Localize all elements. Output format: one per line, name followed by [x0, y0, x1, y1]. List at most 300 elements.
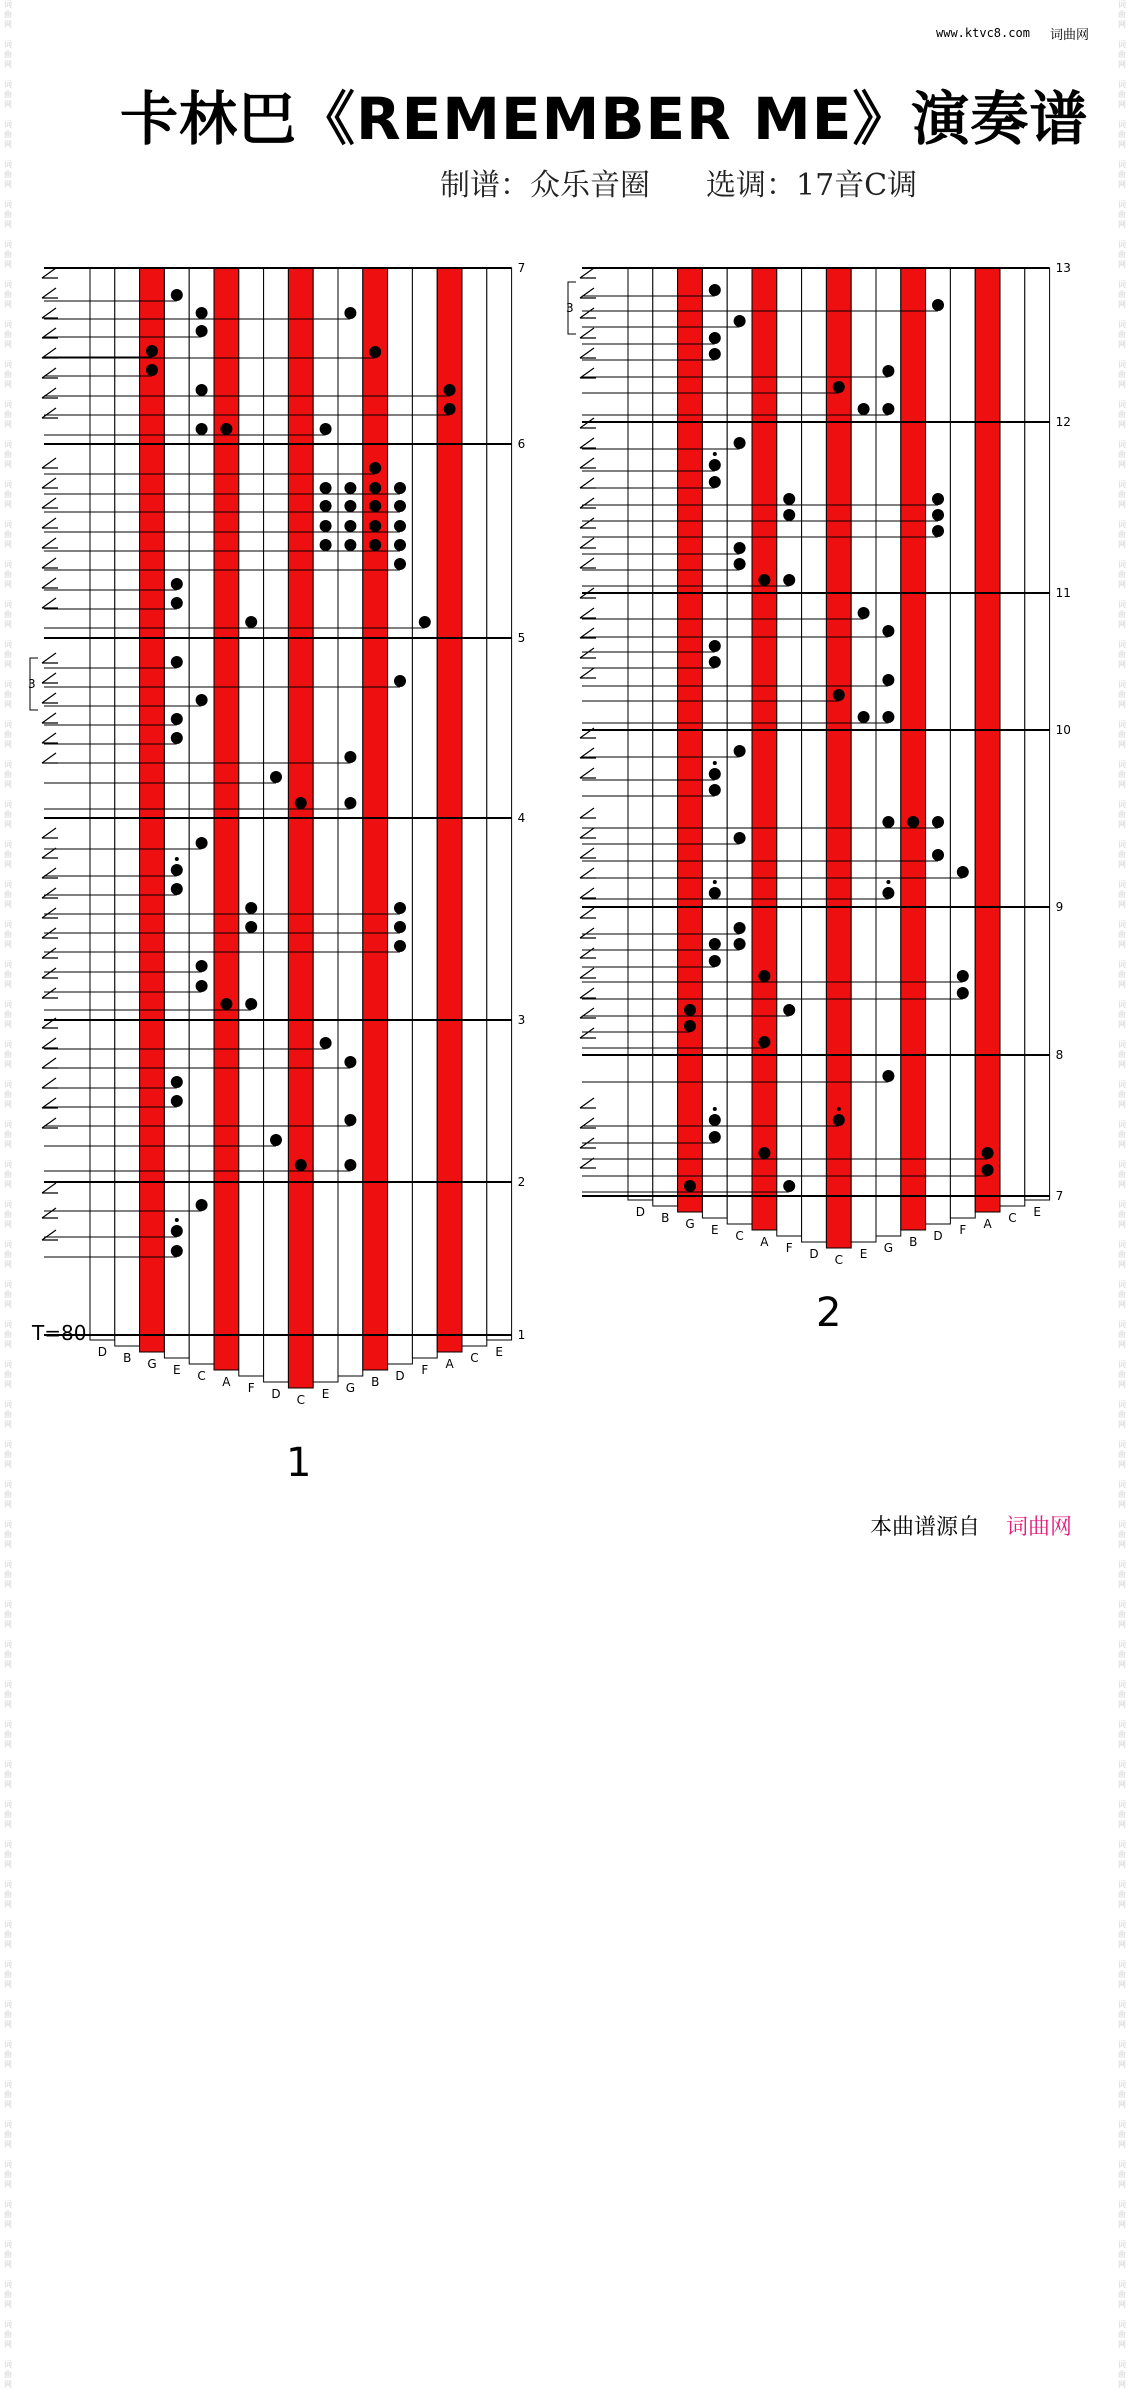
note-head: [709, 656, 721, 668]
rhythm-flag: [580, 268, 596, 278]
note-head: [394, 500, 406, 512]
note-head: [171, 656, 183, 668]
tine-13: [412, 268, 437, 1358]
rhythm-flag: [42, 538, 58, 548]
rhythm-flag: [42, 693, 58, 703]
tine-columns-2: [628, 268, 1050, 1248]
tine-label: G: [345, 1381, 356, 1395]
rhythm-flag: [580, 558, 596, 568]
tine-16: [1025, 268, 1050, 1200]
note-head: [196, 1199, 208, 1211]
note-head: [833, 381, 845, 393]
tine-1: [115, 268, 140, 1346]
tine-label: B: [123, 1351, 132, 1365]
rhythm-flag: [42, 368, 58, 378]
rhythm-flag: [42, 673, 58, 683]
tine-label: E: [711, 1223, 719, 1237]
rhythm-flag: [580, 868, 596, 878]
tine-labels-1: [31, 1321, 503, 1407]
rhythm-flag: [42, 388, 58, 398]
note-head: [709, 284, 721, 296]
tine-label: F: [785, 1241, 793, 1255]
tine-label: D: [635, 1205, 646, 1219]
rhythm-flag: [42, 268, 58, 278]
note-head: [982, 1147, 994, 1159]
note-head: [932, 299, 944, 311]
footer-source: 本曲谱源自: [870, 1515, 981, 1540]
triplet-label: 3: [28, 677, 36, 691]
rhythm-flag: [580, 518, 596, 528]
tine-label: F: [247, 1381, 255, 1395]
measure-lines-1: [44, 261, 525, 1342]
tine-6: [239, 268, 264, 1376]
note-head: [320, 520, 332, 532]
rhythm-flag: [580, 308, 596, 318]
tine-label: A: [222, 1375, 231, 1389]
note-dot: [713, 452, 717, 456]
note-head: [882, 887, 894, 899]
rhythm-flag: [42, 478, 58, 488]
note-head: [320, 500, 332, 512]
tine-label: C: [735, 1229, 744, 1243]
arranger-text: 制谱：众乐音圈: [440, 168, 650, 203]
tine-label: E: [321, 1387, 330, 1401]
watermark-left: 词 曲 网 词 曲 网 词 曲 网 词 曲 网 词 曲 网 词 曲 网 词 曲 网 词 曲 网 词 曲 网 词 曲 网 词 曲 网 词 曲 网 词 曲 网 词 曲 网 词 曲 网 词 曲 网 词 曲 网 词 曲 网 词 曲 网 词 曲 网 词 曲 网 词 曲 网 词 曲 网 词 曲 网 词 曲 网 词 曲 网 词 曲 网 词 曲 网 词 曲 网 词 曲 网 词 曲 网 词 曲 网 词 曲 网 词 曲 网 词 曲 网 词 曲 网 词 曲 网 词 曲 网 词 曲 网 词 曲 网 词 曲 网 词 曲 网 词 曲 网 词 曲 网 词 曲 网 词 曲 网 词 曲 网 词 曲 网 词 曲 网 词 曲 网 词 曲 网 词 曲 网 词 曲 网 词 曲 网 词 曲 网 词 曲 网 词 曲 网 词 曲 网 词 曲 网 词 曲 网: [4, 0, 12, 2389]
note-head: [344, 482, 356, 494]
rhythm-flag: [580, 458, 596, 468]
tine-9: [851, 268, 876, 1242]
note-head: [783, 1180, 795, 1192]
rhythm-flag: [580, 608, 596, 618]
site-name[interactable]: 词曲网: [1050, 28, 1090, 43]
rhythm-flag: [580, 1028, 596, 1038]
note-head: [957, 987, 969, 999]
rhythm-flag: [580, 908, 596, 918]
panel-number-2: 2: [816, 1290, 842, 1336]
rhythm-flag: [42, 1098, 58, 1108]
tine-label: D: [395, 1369, 405, 1383]
rhythm-flag: [580, 538, 596, 548]
note-head: [394, 558, 406, 570]
tine-12: [926, 268, 951, 1224]
rhythm-flag: [580, 1138, 596, 1148]
note-head: [394, 539, 406, 551]
note-head: [734, 437, 746, 449]
note-head: [320, 539, 332, 551]
tine-6: [777, 268, 802, 1236]
note-head: [344, 751, 356, 763]
tine-label: A: [760, 1235, 769, 1249]
note-head: [245, 998, 257, 1010]
measure-number: 8: [1055, 1048, 1064, 1062]
note-head: [882, 1070, 894, 1082]
rhythm-flag: [42, 348, 58, 358]
tine-label: D: [97, 1345, 108, 1359]
note-head: [882, 674, 894, 686]
triplet-label: 3: [566, 301, 574, 315]
score-meta: [440, 160, 917, 204]
measure-lines-2: [582, 261, 1071, 1203]
note-head: [369, 462, 381, 474]
note-head: [220, 423, 232, 435]
note-dot: [175, 1218, 179, 1222]
note-head: [320, 423, 332, 435]
rhythm-flag: [42, 518, 58, 528]
tine-label: C: [834, 1253, 843, 1267]
footer-site-link[interactable]: 词曲网: [1006, 1515, 1073, 1540]
tine-9: [313, 268, 338, 1382]
note-head: [245, 616, 257, 628]
rhythm-flag: [42, 288, 58, 298]
note-dot: [886, 880, 890, 884]
note-head: [146, 364, 158, 376]
note-head: [320, 482, 332, 494]
note-head: [344, 500, 356, 512]
tine-13: [950, 268, 975, 1218]
note-head: [344, 520, 356, 532]
rhythm-flag: [42, 1118, 58, 1128]
note-head: [684, 1004, 696, 1016]
note-head: [882, 365, 894, 377]
tine-label: B: [661, 1211, 670, 1225]
note-head: [882, 816, 894, 828]
note-head: [245, 902, 257, 914]
notes-1: [28, 268, 456, 1257]
tine-label: E: [1033, 1205, 1041, 1219]
rhythm-flag: [580, 828, 596, 838]
note-head: [369, 500, 381, 512]
note-head: [932, 849, 944, 861]
note-head: [245, 921, 257, 933]
note-head: [957, 970, 969, 982]
site-url[interactable]: www.ktvc8.com: [936, 26, 1030, 40]
note-head: [270, 1134, 282, 1146]
tine-14: [437, 268, 462, 1352]
note-head: [369, 346, 381, 358]
rhythm-flag: [580, 588, 596, 598]
tine-label: A: [445, 1357, 454, 1371]
rhythm-flag: [580, 438, 596, 448]
note-head: [783, 509, 795, 521]
tine-label: E: [495, 1345, 503, 1359]
note-head: [758, 574, 770, 586]
measure-number: 1: [517, 1328, 526, 1342]
rhythm-flag: [42, 753, 58, 763]
note-head: [734, 745, 746, 757]
tine-2: [140, 268, 165, 1352]
note-head: [932, 816, 944, 828]
tine-label: F: [421, 1363, 429, 1377]
note-head: [907, 816, 919, 828]
note-head: [444, 403, 456, 415]
rhythm-flag: [580, 368, 596, 378]
rhythm-flag: [42, 928, 58, 938]
note-head: [957, 866, 969, 878]
rhythm-flag: [42, 948, 58, 958]
tine-label: C: [1008, 1211, 1017, 1225]
tine-label: C: [197, 1369, 206, 1383]
measure-number: 10: [1055, 723, 1071, 737]
note-head: [734, 315, 746, 327]
tine-label: E: [173, 1363, 181, 1377]
tine-8: [826, 268, 851, 1248]
tine-8: [288, 268, 313, 1388]
tine-3: [164, 268, 189, 1358]
note-head: [171, 732, 183, 744]
note-head: [171, 1076, 183, 1088]
rhythm-flag: [42, 1208, 58, 1218]
note-head: [344, 1159, 356, 1171]
note-head: [758, 1036, 770, 1048]
rhythm-flag: [580, 348, 596, 358]
note-head: [858, 711, 870, 723]
tine-16: [487, 268, 512, 1340]
note-dot: [175, 857, 179, 861]
tine-labels-2: [636, 1205, 1041, 1267]
rhythm-flag: [42, 598, 58, 608]
note-head: [932, 525, 944, 537]
tine-0: [90, 268, 115, 1340]
note-head: [295, 797, 307, 809]
rhythm-flag: [42, 828, 58, 838]
rhythm-flag: [42, 988, 58, 998]
note-head: [295, 1159, 307, 1171]
note-head: [858, 403, 870, 415]
note-head: [394, 921, 406, 933]
tine-4: [727, 268, 752, 1224]
tine-7: [802, 268, 827, 1242]
tine-label: G: [147, 1357, 157, 1371]
rhythm-flag: [42, 1230, 58, 1240]
note-head: [709, 1131, 721, 1143]
measure-number: 7: [517, 261, 526, 275]
note-head: [734, 832, 746, 844]
rhythm-flag: [580, 668, 596, 678]
note-head: [734, 922, 746, 934]
rhythm-flag: [580, 768, 596, 778]
rhythm-flag: [580, 418, 596, 428]
rhythm-flag: [580, 628, 596, 638]
tine-12: [388, 268, 413, 1364]
note-head: [932, 509, 944, 521]
note-head: [196, 960, 208, 972]
tine-5: [214, 268, 239, 1370]
rhythm-flag: [42, 1183, 58, 1193]
watermark-right: 词 曲 网 词 曲 网 词 曲 网 词 曲 网 词 曲 网 词 曲 网 词 曲 网 词 曲 网 词 曲 网 词 曲 网 词 曲 网 词 曲 网 词 曲 网 词 曲 网 词 曲 网 词 曲 网 词 曲 网 词 曲 网 词 曲 网 词 曲 网 词 曲 网 词 曲 网 词 曲 网 词 曲 网 词 曲 网 词 曲 网 词 曲 网 词 曲 网 词 曲 网 词 曲 网 词 曲 网 词 曲 网 词 曲 网 词 曲 网 词 曲 网 词 曲 网 词 曲 网 词 曲 网 词 曲 网 词 曲 网 词 曲 网 词 曲 网 词 曲 网 词 曲 网 词 曲 网 词 曲 网 词 曲 网 词 曲 网 词 曲 网 词 曲 网 词 曲 网 词 曲 网 词 曲 网 词 曲 网 词 曲 网 词 曲 网 词 曲 网 词 曲 网 词 曲 网 词 曲 网: [1118, 0, 1126, 2389]
note-head: [369, 539, 381, 551]
note-head: [833, 689, 845, 701]
rhythm-flag: [580, 1158, 596, 1168]
tine-15: [462, 268, 487, 1346]
notes-2: [566, 268, 994, 1192]
tine-2: [678, 268, 703, 1212]
measure-number: 13: [1055, 261, 1071, 275]
tine-columns-1: [90, 268, 512, 1388]
measure-number: 12: [1055, 415, 1071, 429]
tine-11: [901, 268, 926, 1230]
note-head: [220, 998, 232, 1010]
note-head: [709, 476, 721, 488]
rhythm-flag: [42, 848, 58, 858]
triplet-bracket: [30, 658, 38, 710]
note-head: [882, 403, 894, 415]
tempo-label: T=80: [32, 1321, 87, 1345]
note-head: [734, 558, 746, 570]
rhythm-flag: [42, 968, 58, 978]
tine-label: A: [983, 1217, 992, 1231]
key-text: 选调：17音C调: [706, 168, 918, 203]
rhythm-flag: [42, 908, 58, 918]
rhythm-flag: [42, 733, 58, 743]
note-head: [709, 768, 721, 780]
note-head: [171, 1245, 183, 1257]
rhythm-flag: [580, 478, 596, 488]
note-head: [171, 864, 183, 876]
rhythm-flag: [42, 713, 58, 723]
note-head: [394, 902, 406, 914]
rhythm-flag: [42, 868, 58, 878]
triplet-bracket: [568, 282, 576, 334]
note-head: [171, 713, 183, 725]
note-head: [394, 940, 406, 952]
measure-number: 3: [517, 1013, 526, 1027]
note-head: [270, 771, 282, 783]
rhythm-flag: [42, 1038, 58, 1048]
tine-3: [702, 268, 727, 1218]
rhythm-flag: [580, 498, 596, 508]
measure-number: 7: [1055, 1189, 1064, 1203]
note-head: [171, 578, 183, 590]
measure-number: 9: [1055, 900, 1064, 914]
tine-7: [264, 268, 289, 1382]
note-head: [171, 289, 183, 301]
note-dot: [713, 880, 717, 884]
tine-label: F: [959, 1223, 967, 1237]
note-head: [709, 459, 721, 471]
note-head: [758, 970, 770, 982]
measure-number: 6: [517, 437, 526, 451]
tine-label: B: [909, 1235, 918, 1249]
note-head: [196, 384, 208, 396]
note-head: [709, 938, 721, 950]
note-head: [394, 675, 406, 687]
note-head: [444, 384, 456, 396]
note-head: [709, 332, 721, 344]
tine-label: G: [883, 1241, 894, 1255]
rhythm-flag: [42, 1058, 58, 1068]
note-head: [882, 711, 894, 723]
tine-label: C: [470, 1351, 479, 1365]
tine-4: [189, 268, 214, 1364]
note-head: [882, 625, 894, 637]
rhythm-flag: [580, 1098, 596, 1108]
note-head: [833, 1114, 845, 1126]
note-head: [734, 542, 746, 554]
note-dot: [837, 1107, 841, 1111]
rhythm-flag: [580, 988, 596, 998]
rhythm-flag: [42, 888, 58, 898]
measure-number: 5: [517, 631, 526, 645]
note-head: [171, 883, 183, 895]
note-head: [709, 1114, 721, 1126]
note-head: [734, 938, 746, 950]
rhythm-flag: [42, 558, 58, 568]
note-head: [196, 980, 208, 992]
rhythm-flag: [580, 328, 596, 338]
note-head: [344, 1114, 356, 1126]
note-head: [369, 520, 381, 532]
tine-10: [876, 268, 901, 1236]
panel-number-1: 1: [286, 1440, 312, 1486]
note-head: [709, 640, 721, 652]
rhythm-flag: [42, 458, 58, 468]
note-head: [783, 493, 795, 505]
rhythm-flag: [580, 648, 596, 658]
tine-5: [752, 268, 777, 1230]
note-head: [344, 797, 356, 809]
tine-label: G: [685, 1217, 695, 1231]
rhythm-flag: [580, 728, 596, 738]
tine-15: [1000, 268, 1025, 1206]
rhythm-flag: [42, 498, 58, 508]
tine-label: D: [933, 1229, 943, 1243]
note-head: [171, 1225, 183, 1237]
note-head: [320, 1037, 332, 1049]
note-head: [171, 597, 183, 609]
rhythm-flag: [580, 1118, 596, 1128]
rhythm-flag: [580, 748, 596, 758]
tine-11: [363, 268, 388, 1370]
rhythm-flag: [42, 653, 58, 663]
note-dot: [713, 761, 717, 765]
tine-label: E: [859, 1247, 868, 1261]
rhythm-flag: [580, 848, 596, 858]
rhythm-flag: [580, 888, 596, 898]
tine-0: [628, 268, 653, 1200]
tine-label: D: [809, 1247, 819, 1261]
rhythm-flag: [42, 578, 58, 588]
tine-14: [975, 268, 1000, 1212]
note-head: [419, 616, 431, 628]
note-head: [196, 694, 208, 706]
note-head: [394, 482, 406, 494]
note-head: [783, 1004, 795, 1016]
rhythm-flag: [580, 928, 596, 938]
rhythm-flag: [580, 948, 596, 958]
note-head: [344, 539, 356, 551]
note-head: [783, 574, 795, 586]
note-head: [758, 1147, 770, 1159]
note-head: [344, 307, 356, 319]
note-head: [684, 1020, 696, 1032]
note-head: [932, 493, 944, 505]
rhythm-flag: [42, 308, 58, 318]
note-dot: [713, 1107, 717, 1111]
rhythm-flag: [580, 968, 596, 978]
rhythm-flag: [42, 1078, 58, 1088]
note-head: [709, 955, 721, 967]
note-head: [196, 423, 208, 435]
note-head: [196, 307, 208, 319]
note-head: [709, 887, 721, 899]
note-head: [709, 784, 721, 796]
tine-1: [653, 268, 678, 1206]
measure-number: 4: [517, 811, 526, 825]
note-head: [369, 482, 381, 494]
note-head: [171, 1095, 183, 1107]
rhythm-flag: [580, 288, 596, 298]
tine-label: C: [296, 1393, 305, 1407]
